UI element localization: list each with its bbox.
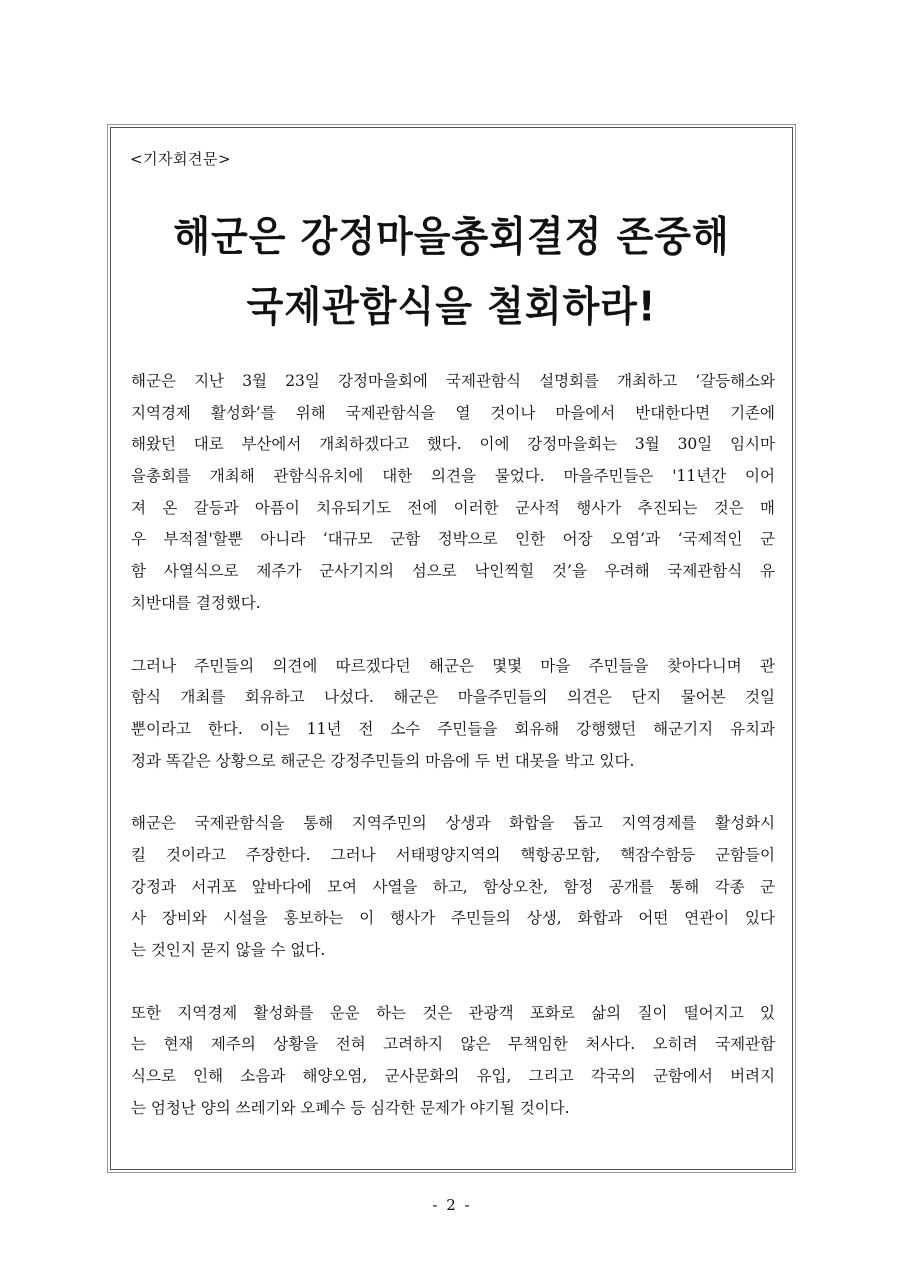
text-line: 는 현재 제주의 상황을 전혀 고려하지 않은 무책임한 처사다. 오히려 국제관함: [131, 1035, 775, 1054]
document-body: [131, 366, 775, 1155]
text-line: 우 부적절'할뿐 아니라 ‘대규모 군함 정박으로 인한 어장 오염’과 ‘국제적인 군: [131, 530, 775, 549]
paragraph-1: [131, 366, 775, 620]
text-line: 는 것인지 묻지 않을 수 없다.: [131, 941, 326, 959]
text-line: 해왔던 대로 부산에서 개최하겠다고 했다. 이에 강정마을회는 3월 30일 임시마: [131, 435, 775, 454]
text-line: 그러나 주민들의 의견에 따르겠다던 해군은 몇몇 마을 주민들을 찾아다니며 관: [131, 656, 775, 675]
paragraph-4: [131, 998, 775, 1125]
text-line: 지역경제 활성화’를 위해 국제관함식을 열 것이나 마을에서 반대한다면 기존에: [131, 403, 775, 422]
text-line: 식으로 인해 소음과 해양오염, 군사문화의 유입, 그리고 각국의 군함에서 버려지: [131, 1067, 775, 1086]
page-number: - 2 -: [432, 1196, 472, 1214]
text-line: 치반대를 결정했다.: [131, 593, 261, 612]
text-line: 뿐이라고 한다. 이는 11년 전 소수 주민들을 회유해 강행했던 해군기지 유치과: [131, 719, 775, 738]
text-line: 정과 똑같은 상황으로 해군은 강정주민들의 마음에 두 번 대못을 박고 있다.: [131, 751, 635, 770]
title-line-2: 국제관함식을 철회하라!: [246, 282, 657, 331]
text-line: 사 장비와 시설을 홍보하는 이 행사가 주민들의 상생, 화합과 어떤 연관이 있다: [131, 909, 775, 928]
paragraph-3: [131, 808, 775, 966]
text-line: 함 사열식으로 제주가 군사기지의 섬으로 낙인찍힐 것’을 우려해 국제관함식 유: [131, 562, 775, 581]
text-line: 는 엄청난 양의 쓰레기와 오폐수 등 심각한 문제가 야기될 것이다.: [131, 1098, 570, 1117]
paragraph-2: [131, 651, 775, 778]
text-line: 해군은 지난 3월 23일 강정마을회에 국제관함식 설명회를 개최하고 ‘갈등해소와: [131, 372, 775, 390]
text-line: 킬 것이라고 주장한다. 그러나 서태평양지역의 핵항공모함, 핵잠수함등 군함들이: [131, 845, 775, 864]
text-line: 져 온 갈등과 아픔이 치유되기도 전에 이러한 군사적 행사가 추진되는 것은 매: [131, 498, 775, 517]
text-line: 또한 지역경제 활성화를 운운 하는 것은 관광객 포화로 삶의 질이 떨어지고 있: [131, 1003, 775, 1022]
text-line: 함식 개최를 회유하고 나섰다. 해군은 마을주민들의 의견은 단지 물어본 것일: [131, 688, 775, 707]
text-line: 해군은 국제관함식을 통해 지역주민의 상생과 화합을 돕고 지역경제를 활성화시: [131, 814, 775, 833]
title-line-1: 해군은 강정마을총회결정 존중해: [173, 212, 730, 261]
press-conference-label: <기자회견문>: [130, 150, 232, 168]
text-line: 강정과 서귀포 앞바다에 모여 사열을 하고, 함상오찬, 함정 공개를 통해 각종 군: [131, 877, 775, 896]
text-line: 을총회를 개최해 관함식유치에 대한 의견을 물었다. 마을주민들은 '11년간 이어: [131, 467, 775, 486]
